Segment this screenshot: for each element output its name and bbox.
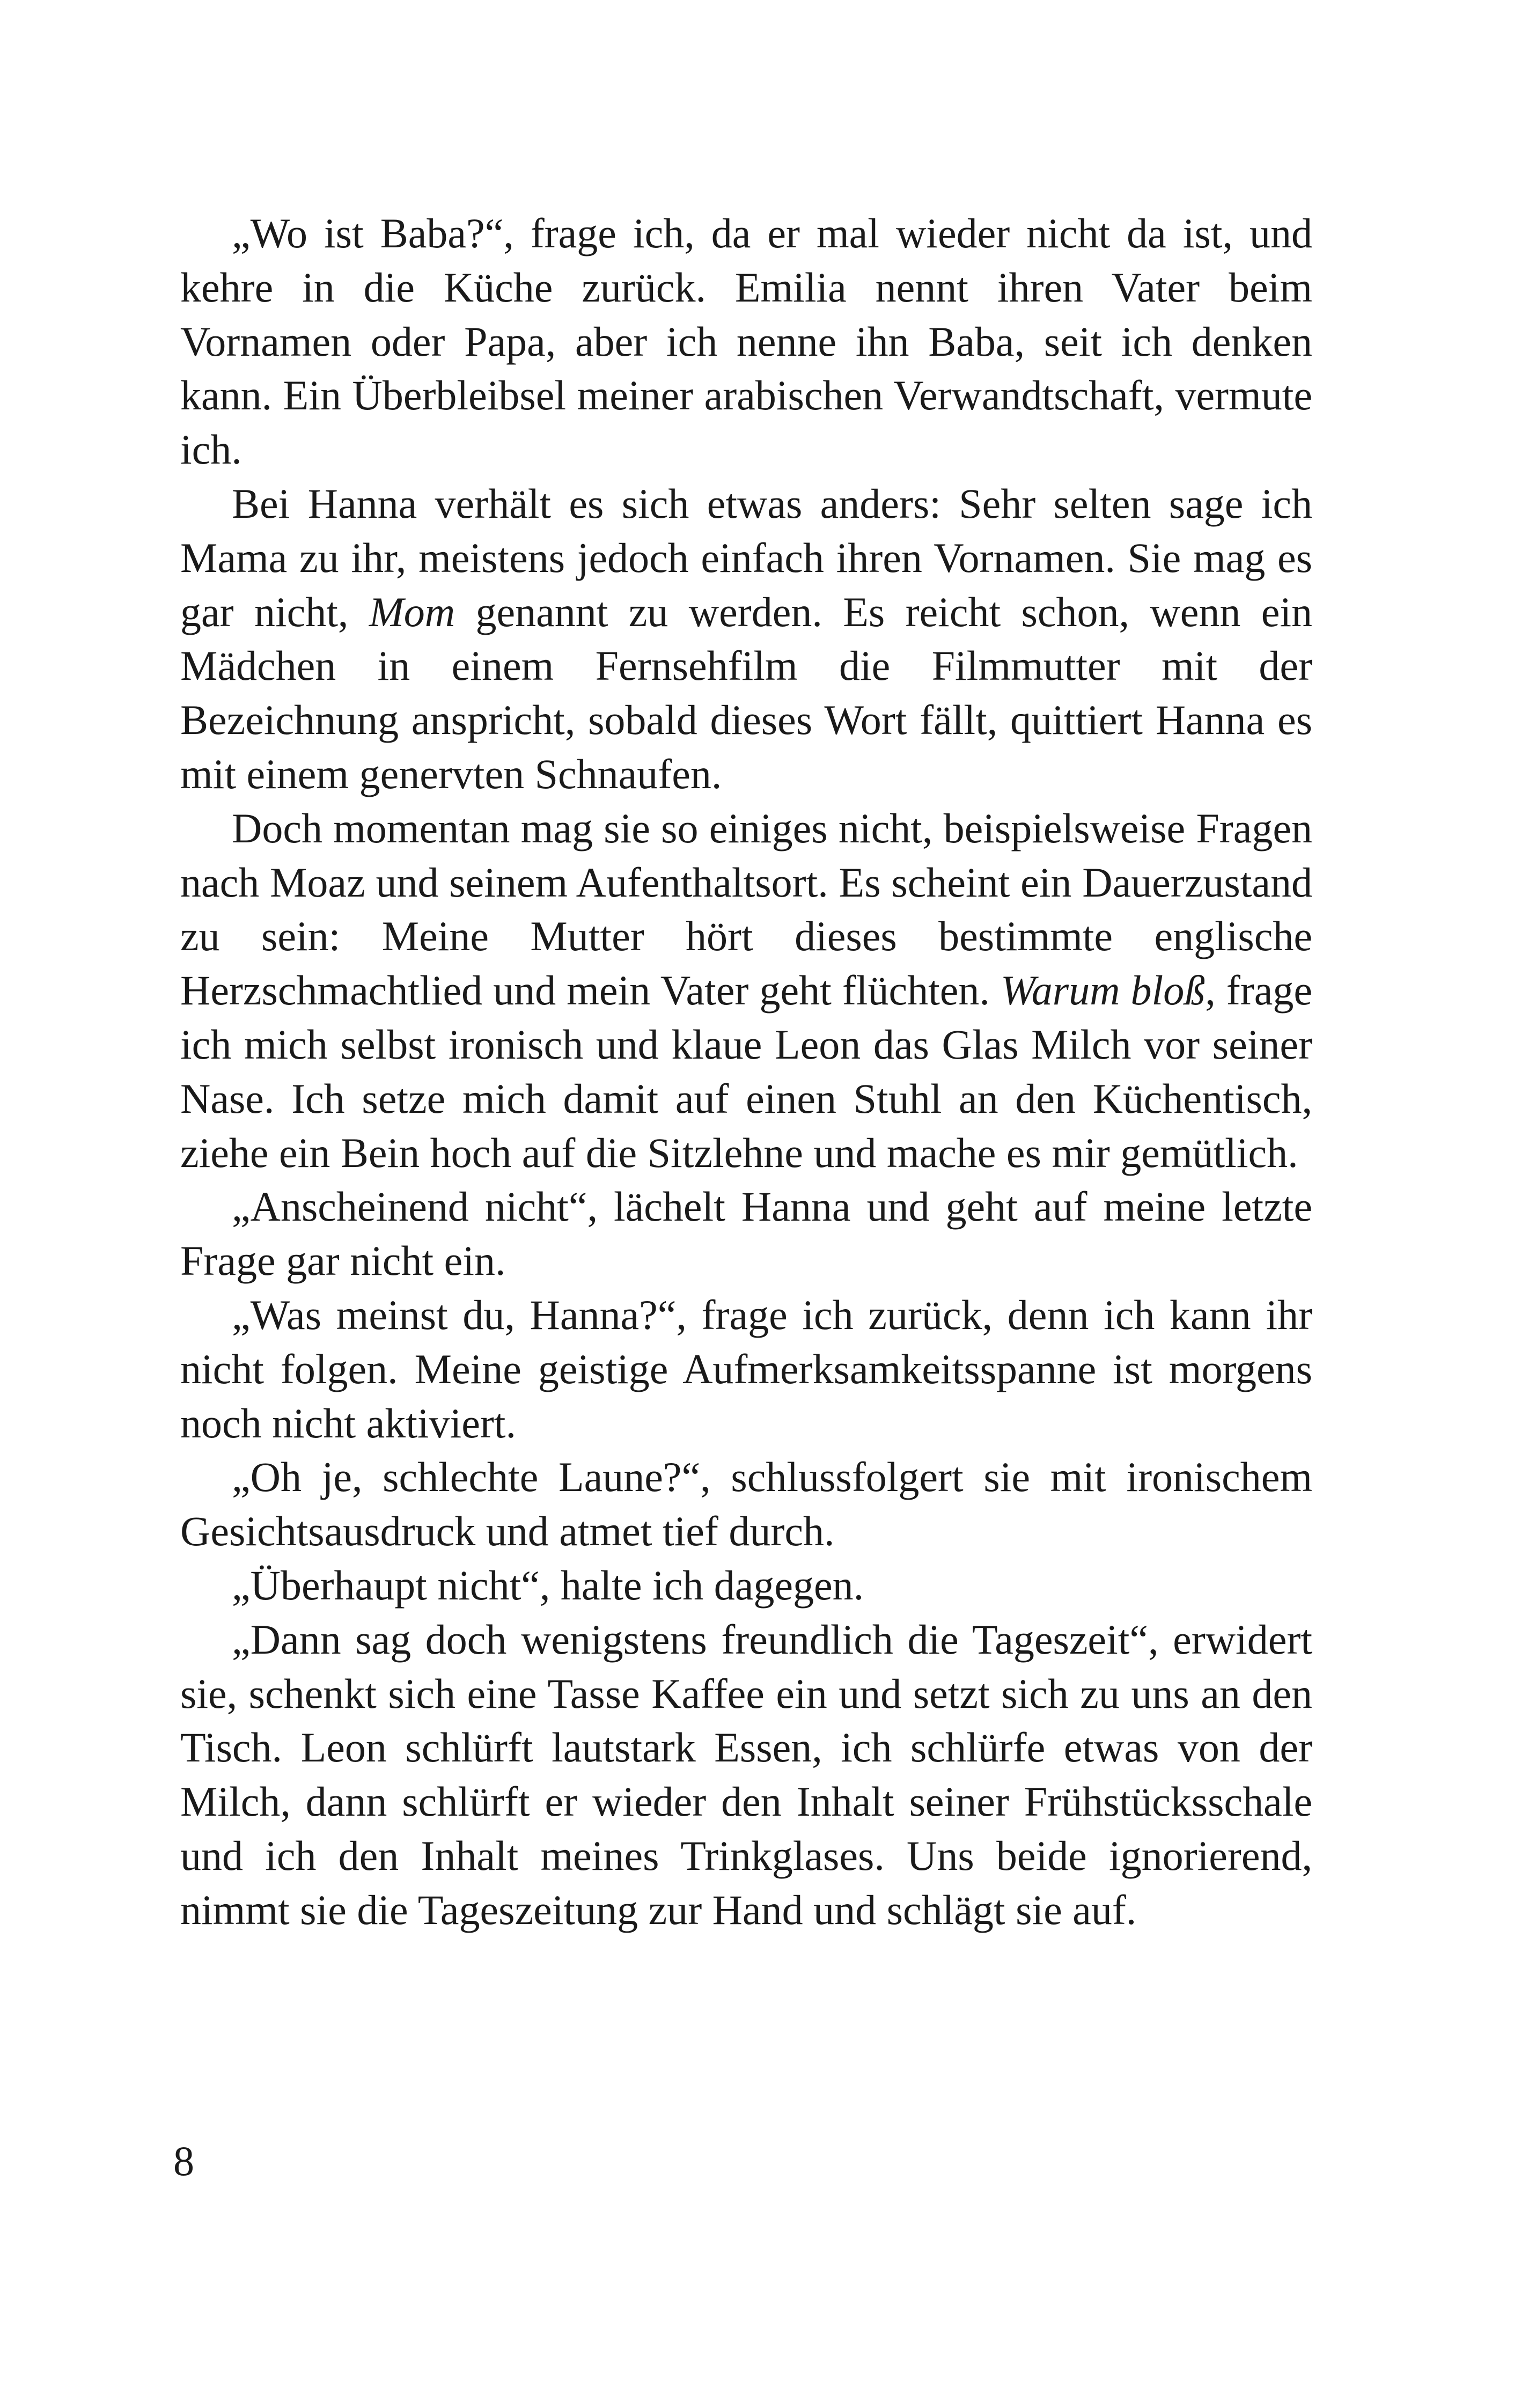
paragraph-1: „Wo ist Baba?“, frage ich, da er mal wieder nicht da ist, und kehre in die Küche zurück. Emilia nennt ihren Vater beim Vornamen oder Papa, aber ich nenne ihn Baba, seit ich denken kann. Ein Überbleibsel meiner arabischen Verwandtschaft, vermute ich. (180, 210, 1312, 473)
body-text (180, 207, 1312, 1937)
paragraph-8: „Dann sag doch wenigstens freundlich die Tageszeit“, erwidert sie, schenkt sich eine Tasse Kaffee ein und setzt sich zu uns an den Tisch. Leon schlürft lautstark Essen, ich schlürfe etwas von der Milch, dann schlürft er wieder den Inhalt seiner Frühstücksschale und ich den Inhalt meines Trinkglases. Uns beide ignorierend, nimmt sie die Tageszeitung zur Hand und schlägt sie auf. (180, 1616, 1312, 1933)
paragraph-6: „Oh je, schlechte Laune?“, schlussfolgert sie mit ironischem Gesichtsausdruck und atmet tief durch. (180, 1453, 1312, 1555)
paragraph-7: „Überhaupt nicht“, halte ich dagegen. (232, 1561, 864, 1609)
paragraph-3: Doch momentan mag sie so einiges nicht, beispielsweise Fragen nach Moaz und seinem Aufenthaltsort. Es scheint ein Dauerzustand zu sein: Meine Mutter hört dieses bestimmte englische Herzschmachtlied und mein Vater geht flüchten. Warum bloß, frage ich mich selbst ironisch und klaue Leon das Glas Milch vor seiner Nase. Ich setze mich damit auf einen Stuhl an den Küchentisch, ziehe ein Bein hoch auf die Sitzlehne und mache es mir gemütlich. (180, 804, 1312, 1176)
paragraph-2: Bei Hanna verhält es sich etwas anders: Sehr selten sage ich Mama zu ihr, meistens jedoch einfach ihren Vornamen. Sie mag es gar nicht, Mom genannt zu werden. Es reicht schon, wenn ein Mädchen in einem Fernsehfilm die Filmmutter mit der Bezeichnung anspricht, sobald dieses Wort fällt, quittiert Hanna es mit einem genervten Schnaufen. (180, 480, 1312, 797)
italic-emphasis: Mom (369, 588, 455, 635)
paragraph-4: „Anscheinend nicht“, lächelt Hanna und geht auf meine letzte Frage gar nicht ein. (180, 1183, 1312, 1284)
page-number: 8 (173, 2138, 194, 2184)
paragraph-5: „Was meinst du, Hanna?“, frage ich zurück, denn ich kann ihr nicht folgen. Meine geistige Aufmerksamkeitsspanne ist morgens noch nicht aktiviert. (180, 1291, 1312, 1447)
italic-emphasis: Warum bloß (1000, 967, 1206, 1014)
